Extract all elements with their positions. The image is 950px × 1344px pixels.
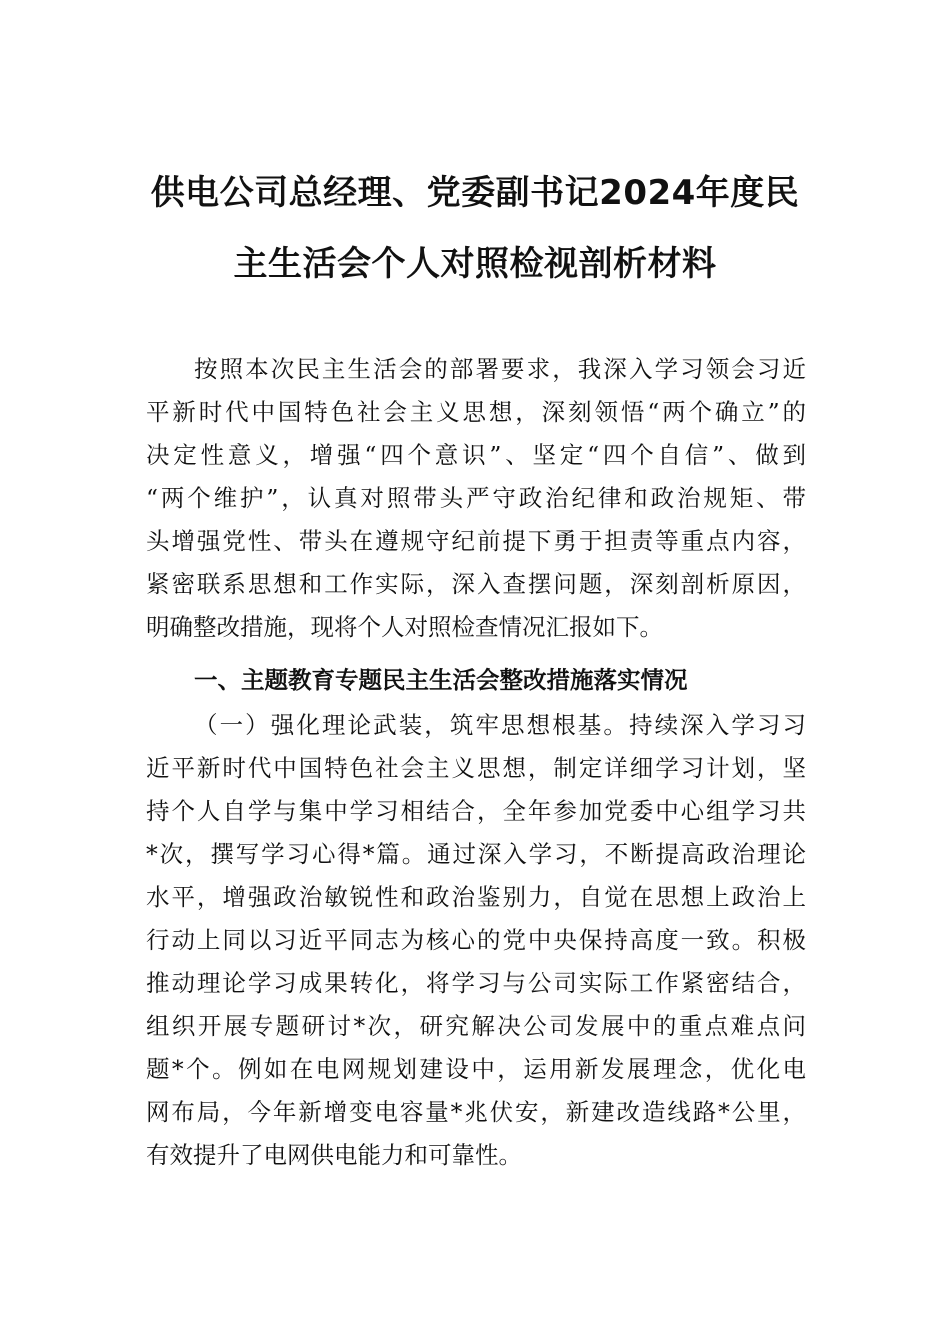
section-paragraph-line: 水平，增强政治敏锐性和政治鉴别力，自觉在思想上政治上	[146, 883, 806, 911]
section-paragraph-line: 持个人自学与集中学习相结合，全年参加党委中心组学习共	[146, 797, 806, 825]
section-paragraph-line: （一）强化理论武装，筑牢思想根基。持续深入学习习	[194, 711, 806, 739]
section-paragraph-line: *次，撰写学习心得*篇。通过深入学习，不断提高政治理论	[146, 840, 806, 868]
section-paragraph-line: 有效提升了电网供电能力和可靠性。	[146, 1141, 522, 1169]
section-paragraph-line: 网布局，今年新增变电容量*兆伏安，新建改造线路*公里，	[146, 1098, 806, 1126]
section-paragraph-line: 近平新时代中国特色社会主义思想，制定详细学习计划，坚	[146, 754, 806, 782]
section-paragraph-line: 组织开展专题研讨*次，研究解决公司发展中的重点难点问	[146, 1012, 806, 1040]
intro-paragraph-line: 决定性意义，增强“四个意识”、坚定“四个自信”、做到	[146, 441, 806, 469]
section-paragraph-line: 题*个。例如在电网规划建设中，运用新发展理念，优化电	[146, 1055, 806, 1083]
intro-paragraph-line: 明确整改措施，现将个人对照检查情况汇报如下。	[146, 613, 663, 641]
intro-paragraph-line: 紧密联系思想和工作实际，深入查摆问题，深刻剖析原因，	[146, 570, 806, 598]
intro-paragraph-line: 平新时代中国特色社会主义思想，深刻领悟“两个确立”的	[146, 398, 806, 426]
document-title-line-2: 主生活会个人对照检视剖析材料	[233, 244, 717, 284]
document-title-line-1: 供电公司总经理、党委副书记2024年度民	[150, 173, 800, 213]
section-heading: 一、主题教育专题民主生活会整改措施落实情况	[194, 666, 688, 694]
section-paragraph-line: 推动理论学习成果转化，将学习与公司实际工作紧密结合，	[146, 969, 806, 997]
section-paragraph-line: 行动上同以习近平同志为核心的党中央保持高度一致。积极	[146, 926, 806, 954]
intro-paragraph-line: “两个维护”，认真对照带头严守政治纪律和政治规矩、带	[146, 484, 806, 512]
intro-paragraph-line: 头增强党性、带头在遵规守纪前提下勇于担责等重点内容，	[146, 527, 806, 555]
intro-paragraph-line: 按照本次民主生活会的部署要求，我深入学习领会习近	[194, 355, 806, 383]
